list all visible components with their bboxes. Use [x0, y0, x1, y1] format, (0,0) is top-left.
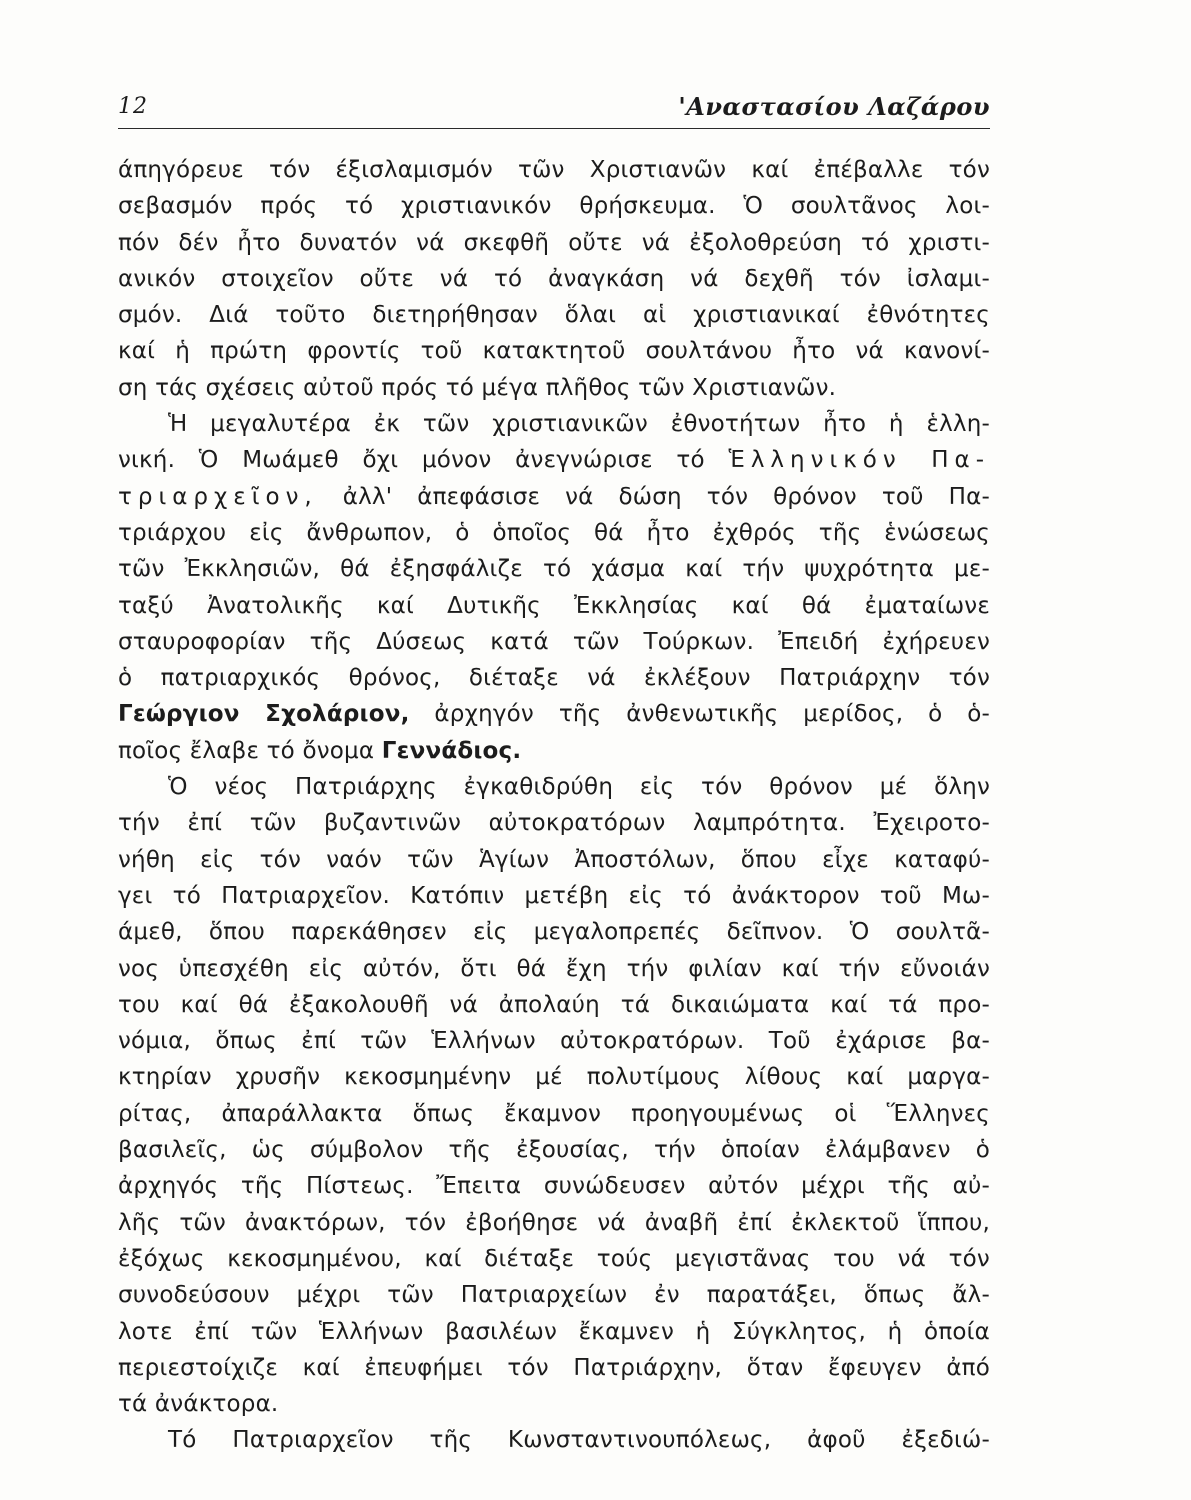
running-head-author: 'Αναστασίου Λαζάρου [678, 92, 990, 121]
text-line: πόν δέν ἦτο δυνατόν νά σκεφθῆ οὔτε νά ἐξολοθρεύση τό χριστι- [118, 229, 990, 256]
text-line: περιεστοίχιζε καί ἐπευφήμει τόν Πατριάρχην, ὅταν ἔφευγεν ἀπό [118, 1354, 990, 1381]
text-line: άμεθ, ὅπου παρεκάθησεν εἰς μεγαλοπρεπές δεῖπνον. Ὁ σουλτᾶ- [118, 919, 990, 946]
text-line: κτηρίαν χρυσῆν κεκοσμημένην μέ πολυτίμους λίθους καί μαργα- [118, 1064, 990, 1091]
text-line: σμόν. Διά τοῦτο διετηρήθησαν ὅλαι αἱ χριστιανικαί ἐθνότητες [118, 302, 990, 329]
text-line: λοτε ἐπί τῶν Ἑλλήνων βασιλέων ἔκαμνεν ἡ Σύγκλητος, ἡ ὁποία [118, 1318, 990, 1345]
text-segment: νική. Ὁ Μωάμεθ ὄχι μόνον ἀνεγνώρισε τό [118, 447, 705, 474]
text-line: βασιλεῖς, ὡς σύμβολον τῆς ἐξουσίας, τήν ὁποίαν ἐλάμβανεν ὁ [118, 1137, 990, 1164]
text-line: του καί θά ἐξακολουθῆ νά ἀπολαύη τά δικαιώματα καί τά προ- [118, 991, 990, 1018]
text-segment: ἀλλ' ἀπεφάσισε νά δώση τόν θρόνον τοῦ Πα- [342, 483, 990, 510]
page-number: 12 [118, 94, 148, 119]
text-segment: ποῖος ἔλαβε τό ὄνομα [118, 737, 375, 764]
text-line: ταξύ Ἀνατολικῆς καί Δυτικῆς Ἐκκλησίας καί θά ἐματαίωνε [118, 592, 990, 619]
text-line: ἐξόχως κεκοσμημένου, καί διέταξε τούς μεγιστᾶνας του νά τόν [118, 1245, 990, 1272]
text-line: τήν ἐπί τῶν βυζαντινῶν αὐτοκρατόρων λαμπρότητα. Ἐχειροτο- [118, 810, 990, 837]
text-line: τριάρχου εἰς ἄνθρωπον, ὁ ὁποῖος θά ἦτο ἐχθρός τῆς ἑνώσεως [118, 519, 990, 546]
text-segment: ἀρχηγόν τῆς ἀνθενωτικῆς μερίδος, ὁ ὁ- [434, 701, 990, 728]
text-line: καί ἡ πρώτη φροντίς τοῦ κατακτητοῦ σουλτάνου ἦτο νά κανονί- [118, 338, 990, 365]
text-line: νόμια, ὅπως ἐπί τῶν Ἑλλήνων αὐτοκρατόρων. Τοῦ ἐχάρισε βα- [118, 1028, 990, 1055]
bold-name: Γεώργιον Σχολάριον, [118, 701, 410, 728]
body-text [118, 152, 990, 1459]
text-line: τῶν Ἐκκλησιῶν, θά ἐξησφάλιζε τό χάσμα καί τήν ψυχρότητα με- [118, 556, 990, 583]
text-line: σεβασμόν πρός τό χριστιανικόν θρήσκευμα. Ὁ σουλτᾶνος λοι- [118, 193, 990, 220]
text-line: άπηγόρευε τόν έξισλαμισμόν τῶν Χριστιανῶν καί ἐπέβαλλε τόν [118, 157, 990, 183]
page-header [118, 88, 990, 129]
text-line: ἀρχηγός τῆς Πίστεως. Ἔπειτα συνώδευσεν αὐτόν μέχρι τῆς αὐ- [118, 1173, 990, 1200]
text-line [118, 479, 990, 515]
bold-name: Γεννάδιος. [381, 737, 522, 764]
text-line: συνοδεύσουν μέχρι τῶν Πατριαρχείων ἐν παρατάξει, ὅπως ἄλ- [118, 1282, 990, 1309]
spaced-term: τριαρχεῖον, [118, 483, 318, 510]
text-line: νος ὑπεσχέθη εἰς αὐτόν, ὅτι θά ἔχη τήν φιλίαν καί τήν εὔνοιάν [118, 955, 990, 982]
text-line: ὁ πατριαρχικός θρόνος, διέταξε νά ἐκλέξουν Πατριάρχην τόν [118, 665, 990, 692]
text-line: ανικόν στοιχεῖον οὔτε νά τό ἀναγκάση νά δεχθῆ τόν ἰσλαμι- [118, 265, 990, 292]
text-line [118, 442, 990, 478]
text-line: λῆς τῶν ἀνακτόρων, τόν ἐβοήθησε νά ἀναβῆ ἐπί ἐκλεκτοῦ ἵππου, [118, 1209, 990, 1236]
text-line: τά ἀνάκτορα. [118, 1391, 279, 1418]
text-line: ρίτας, ἀπαράλλακτα ὅπως ἔκαμνον προηγουμένως οἱ Ἕλληνες [118, 1100, 990, 1127]
text-line [118, 696, 990, 732]
text-line: γει τό Πατριαρχεῖον. Κατόπιν μετέβη εἰς τό ἀνάκτορον τοῦ Μω- [118, 882, 990, 909]
spaced-term: Ἑλληνικόν Πα- [728, 447, 990, 474]
text-line: Ἡ μεγαλυτέρα ἐκ τῶν χριστιανικῶν ἐθνοτήτων ἦτο ἡ ἑλλη- [168, 411, 990, 438]
text-line: Ὁ νέος Πατριάρχης ἐγκαθιδρύθη εἰς τόν θρόνον μέ ὅλην [168, 774, 990, 801]
text-line: σταυροφορίαν τῆς Δύσεως κατά τῶν Τούρκων. Ἐπειδή ἐχήρευεν [118, 628, 990, 655]
text-line: Τό Πατριαρχεῖον τῆς Κωνσταντινουπόλεως, ἀφοῦ ἐξεδιώ- [168, 1427, 990, 1454]
text-line: νήθη εἰς τόν ναόν τῶν Ἁγίων Ἀποστόλων, ὅπου εἶχε καταφύ- [118, 846, 990, 873]
text-line [118, 733, 990, 769]
text-line: ση τάς σχέσεις αὐτοῦ πρός τό μέγα πλῆθος τῶν Χριστιανῶν. [118, 374, 837, 401]
